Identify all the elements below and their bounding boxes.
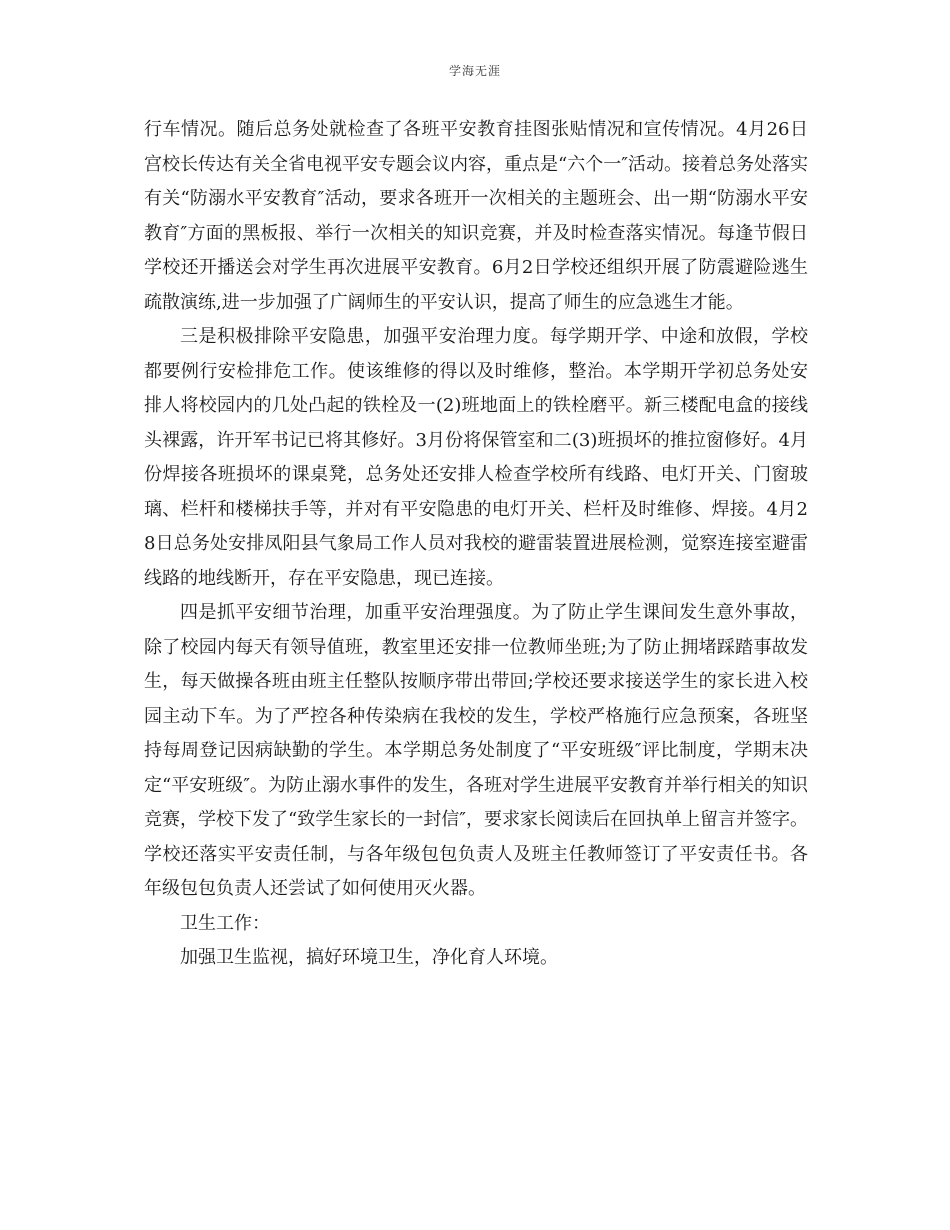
paragraph-5: 加强卫生监视，搞好环境卫生，净化育人环境。 — [180, 947, 558, 968]
page-header: 学海无涯 — [448, 64, 501, 78]
document-body — [144, 113, 808, 976]
paragraph-1: 行车情况。随后总务处就检查了各班平安教育挂图张贴情况和宣传情况。4月26日宫校长传达有关全省电视平安专题会议内容，重点是“六个一″活动。接着总务处落实有关“防溺水平安教育″活动，要求各班开一次相关的主题班会、出一期“防溺水平安教育″方面的黑板报、举行一次相关的知识竞赛，并及时检查落实情况。每逢节假日学校还开播送会对学生再次进展平安教育。6月2日学校还组织开展了防震避险逃生疏散演练,进一步加强了广阔师生的平安认识，提高了师生的应急逃生才能。 — [144, 119, 808, 313]
section-heading-hygiene: 卫生工作： — [180, 912, 270, 934]
paragraph-2: 三是积极排除平安隐患，加强平安治理力度。每学期开学、中途和放假，学校都要例行安检排危工作。使该维修的得以及时维修，整治。本学期开学初总务处安排人将校园内的几处凸起的铁栓及一(2)班地面上的铁栓磨平。新三楼配电盒的接线头裸露，许开军书记已将其修好。3月份将保管室和二(3)班损坏的推拉窗修好。4月份焊接各班损坏的课桌凳，总务处还安排人检查学校所有线路、电灯开关、门窗玻璃、栏杆和楼梯扶手等，并对有平安隐患的电灯开关、栏杆及时维修、焊接。4月28日总务处安排凤阳县气象局工作人员对我校的避雷装置进展检测，觉察连接室避雷线路的地线断开，存在平安隐患，现已连接。 — [144, 326, 808, 589]
paragraph-3: 四是抓平安细节治理，加重平安治理强度。为了防止学生课间发生意外事故，除了校园内每天有领导值班，教室里还安排一位教师坐班;为了防止拥堵踩踏事故发生，每天做操各班由班主任整队按顺序带出带回;学校还要求接送学生的家长进入校园主动下车。为了严控各种传染病在我校的发生，学校严格施行应急预案，各班坚持每周登记因病缺勤的学生。本学期总务处制度了“平安班级″评比制度，学期末决定“平安班级″。为防止溺水事件的发生，各班对学生进展平安教育并举行相关的知识竞赛，学校下发了“致学生家长的一封信″，要求家长阅读后在回执单上留言并签字。学校还落实平安责任制，与各年级包包负责人及班主任教师签订了平安责任书。各年级包包负责人还尝试了如何使用灭火器。 — [144, 602, 808, 899]
